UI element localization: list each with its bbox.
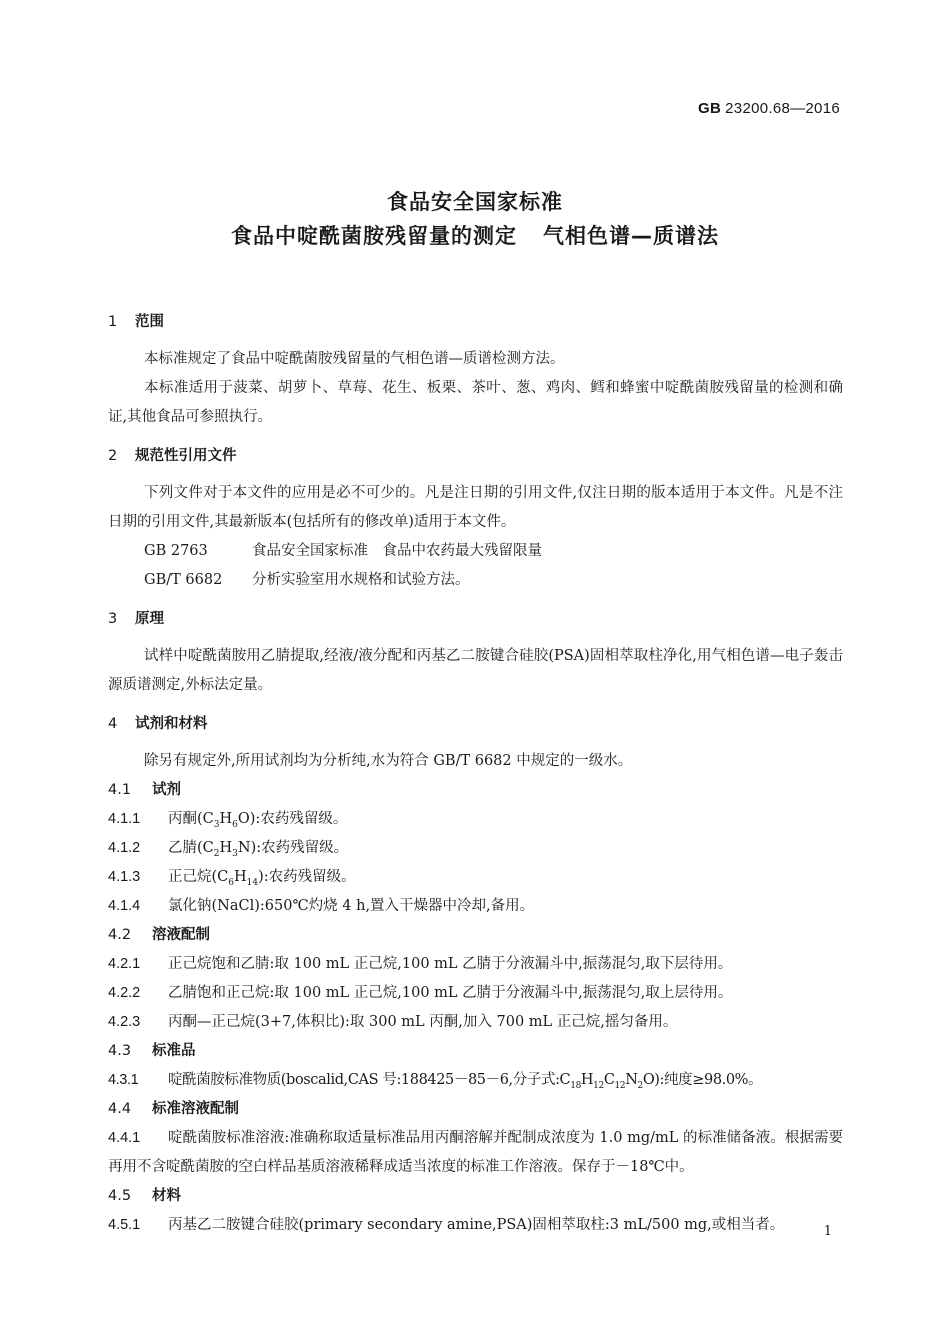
subsection-heading-solution-prep: 4.2 溶液配制 [108,927,210,943]
section-heading-normative-references: 2 规范性引用文件 [108,448,237,464]
subsection-heading-materials: 4.5 材料 [108,1188,181,1204]
list-item: 4.4.1 啶酰菌胺标准溶液:准确称取适量标准品用丙酮溶解并配制成浓度为 1.0 mg/mL 的标准储备液。根据需要再用不含啶酰菌胺的空白样品基质溶液稀释成适当浓度的标准工作溶液。保存于－18℃中。 [108,1130,843,1175]
subsection-heading-reagents: 4.1 试剂 [108,782,181,798]
list-item: 4.1.4 氯化钠(NaCl):650℃灼烧 4 h,置入干燥器中冷却,备用。 [108,898,535,914]
page-number: 1 [823,1224,832,1239]
list-item: 4.5.1 丙基乙二胺键合硅胶(primary secondary amine,PSA)固相萃取柱:3 mL/500 mg,或相当者。 [108,1217,785,1233]
paragraph: 本标准规定了食品中啶酰菌胺残留量的气相色谱—质谱检测方法。 [144,351,565,367]
document-body [108,308,843,1240]
section-heading-scope: 1 范围 [108,314,164,330]
list-item: 4.3.1 啶酰菌胺标准物质(boscalid,CAS 号:188425－85－6,分子式$:C_{18}H_{12}C_{12}N_2O$):纯度≥98.0%。 [108,1072,763,1091]
list-item: 4.1.3 正己烷$(C_6H_{14})$:农药残留级。 [108,869,356,888]
paragraph: 本标准适用于菠菜、胡萝卜、草莓、花生、板栗、茶叶、葱、鸡肉、鳕和蜂蜜中啶酰菌胺残留量的检测和确证,其他食品可参照执行。 [108,380,843,425]
section-heading-reagents: 4 试剂和材料 [108,716,208,732]
reference-item: GB 2763 食品安全国家标准 食品中农药最大残留限量 [144,543,542,559]
standard-code: GB 23200.68—2016 [698,100,840,117]
document-title-line2: 食品中啶酰菌胺残留量的测定 气相色谱—质谱法 [231,224,719,248]
list-item: 4.2.2 乙腈饱和正己烷:取 100 mL 正己烷,100 mL 乙腈于分液漏斗中,振荡混匀,取上层待用。 [108,985,733,1001]
list-item: 4.2.3 丙酮—正己烷(3+7,体积比):取 300 mL 丙酮,加入 700 mL 正己烷,摇匀备用。 [108,1014,678,1030]
list-item: 4.1.1 丙酮$(C_3H_6O)$:农药残留级。 [108,811,348,830]
document-title-line1: 食品安全国家标准 [387,190,563,214]
list-item: 4.2.1 正己烷饱和乙腈:取 100 mL 正己烷,100 mL 乙腈于分液漏斗中,振荡混匀,取下层待用。 [108,956,733,972]
subsection-heading-standards: 4.3 标准品 [108,1043,196,1059]
paragraph: 除另有规定外,所用试剂均为分析纯,水为符合 GB/T 6682 中规定的一级水。 [144,753,633,769]
paragraph: 试样中啶酰菌胺用乙腈提取,经液/液分配和丙基乙二胺键合硅胶(PSA)固相萃取柱净化,用气相色谱—电子轰击源质谱测定,外标法定量。 [108,648,843,693]
reference-item: GB/T 6682 分析实验室用水规格和试验方法。 [144,572,470,588]
list-item: 4.1.2 乙腈$(C_2H_3N)$:农药残留级。 [108,840,349,859]
paragraph: 下列文件对于本文件的应用是必不可少的。凡是注日期的引用文件,仅注日期的版本适用于本文件。凡是不注日期的引用文件,其最新版本(包括所有的修改单)适用于本文件。 [108,485,843,530]
section-heading-principle: 3 原理 [108,611,164,627]
subsection-heading-standard-solution: 4.4 标准溶液配制 [108,1101,239,1117]
